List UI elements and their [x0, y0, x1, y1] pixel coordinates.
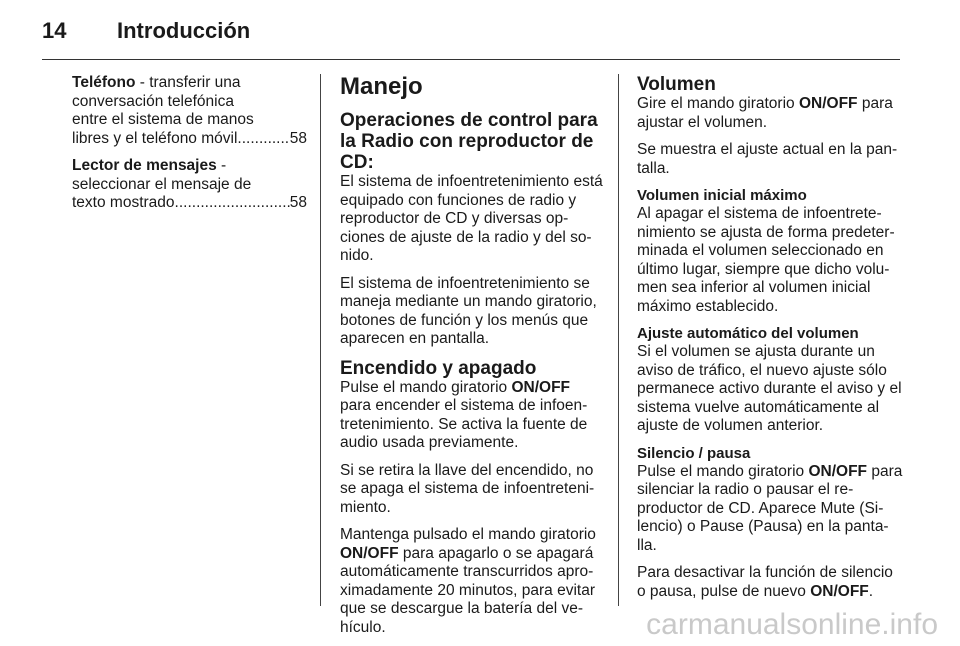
- paragraph: [637, 564, 903, 601]
- index-page-link[interactable]: 58: [289, 194, 307, 211]
- paragraph: Si se retira la llave del encendido, no se apaga el sistema de infoentreteni-miento.: [340, 461, 595, 516]
- paragraph: Se muestra el ajuste actual en la pan-talla.: [637, 141, 898, 177]
- minor-heading: Ajuste automático del volumen: [637, 325, 859, 342]
- text: Mantenga pulsado el mando giratorio: [340, 526, 596, 543]
- index-column: [72, 74, 307, 222]
- control-name: ON/OFF: [810, 582, 869, 600]
- text: para ajustar el volumen.: [637, 95, 893, 131]
- column-divider-1: [320, 74, 321, 606]
- text: Para desactivar la función de silencio o pausa, pulse de nuevo: [637, 564, 893, 600]
- index-desc: entre el sistema de manos: [72, 111, 254, 128]
- paragraph: [637, 463, 903, 556]
- subsection-title: Volumen: [637, 74, 716, 95]
- page-number: 14: [42, 18, 67, 43]
- text: para encender el sistema de infoen-tretenimiento. Se activa la fuente de audio usada previamente.: [340, 397, 588, 451]
- paragraph: Si el volumen se ajusta durante un aviso de tráfico, el nuevo ajuste sólo permanece activo durante el aviso y el sistema vuelve automáticamente al ajuste de volumen anterior.: [637, 343, 902, 434]
- paragraph: [637, 95, 903, 132]
- index-desc: -: [216, 157, 227, 174]
- index-desc: texto mostrado: [72, 194, 175, 211]
- paragraph: Al apagar el sistema de infoentrete-nimiento se ajusta de forma predeter-minada el volumen seleccionado en último lugar, siempre que dicho volu-men sea inferior al volumen inicial máximo establecido.: [637, 205, 895, 315]
- index-page-link[interactable]: 58: [289, 129, 307, 147]
- subsection-title: Operaciones de control para la Radio con reproductor de CD:: [340, 110, 598, 173]
- control-name: ON/OFF: [340, 544, 399, 562]
- text: .: [868, 582, 874, 600]
- index-term: Teléfono: [72, 74, 136, 91]
- text: Pulse el mando giratorio: [637, 462, 809, 480]
- page-header: [42, 18, 900, 58]
- index-entry-telefono: [72, 74, 307, 148]
- section-heading: Manejo: [340, 73, 423, 100]
- column-divider-2: [618, 74, 619, 606]
- text: Pulse el mando giratorio: [340, 378, 512, 396]
- paragraph: El sistema de infoentretenimiento se maneja mediante un mando giratorio, botones de función y los menús que aparecen en pantalla.: [340, 274, 597, 347]
- text: Gire el mando giratorio: [637, 95, 799, 112]
- paragraph: [340, 379, 604, 453]
- minor-heading: Volumen inicial máximo: [637, 187, 807, 204]
- page-title: Introducción: [117, 18, 251, 43]
- manejo-column: [340, 74, 604, 646]
- control-name: ON/OFF: [511, 378, 571, 396]
- index-term: Lector de mensajes: [72, 157, 217, 174]
- subsection-title: Encendido y apagado: [340, 357, 537, 379]
- header-divider: [42, 59, 900, 60]
- watermark: carmanualsonline.info: [646, 608, 938, 641]
- text: para silenciar la radio o pausar el re-productor de CD. Aparece Mute (Si-lencio) o Pause (Pausa) en la panta-lla.: [637, 462, 903, 554]
- index-desc: conversación telefónica: [72, 92, 234, 110]
- index-desc: libres y el teléfono móvil: [72, 129, 238, 147]
- minor-heading: Silencio / pausa: [637, 444, 751, 462]
- text: para apagarlo o se apagará automáticamente transcurridos apro-ximadamente 20 minutos, para evitar que se descargue la batería del ve-hículo.: [340, 544, 596, 636]
- volumen-column: [637, 74, 903, 610]
- control-name: ON/OFF: [808, 462, 868, 480]
- index-desc: - transferir una: [135, 74, 241, 91]
- paragraph: [340, 526, 604, 637]
- index-entry-lector: [72, 157, 307, 213]
- paragraph: El sistema de infoentretenimiento está equipado con funciones de radio y reproductor de CD y diversas op-ciones de ajuste de la radio y del so-nido.: [340, 173, 603, 264]
- control-name: ON/OFF: [798, 95, 858, 112]
- index-leader: [237, 130, 289, 149]
- index-leader: [175, 194, 290, 213]
- index-desc: seleccionar el mensaje de: [72, 175, 252, 193]
